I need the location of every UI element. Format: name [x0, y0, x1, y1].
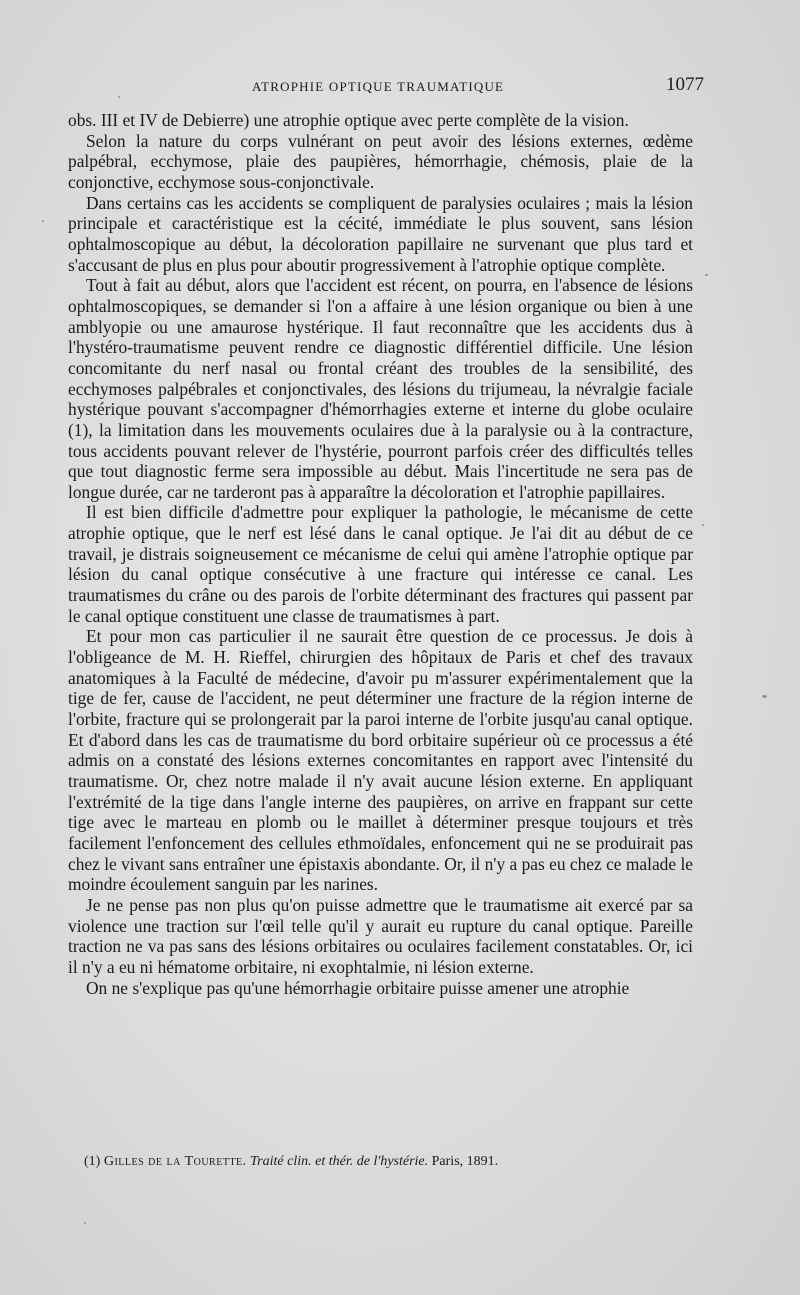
paragraph-rieffel: Et pour mon cas particulier il ne saurait être question de ce processus. Je dois à l'obligeance de M. H. Rieffel, chirurgien des hôpitaux de Paris et chef des travaux anatomiques à la Faculté de médecine, d'avoir pu m'assurer expérimentalement que la tige de fer, cause de l'accident, ne peut déterminer une fracture de la région interne de l'orbite, fracture qui se prolongerait par la paroi interne de l'orbite jusqu'au canal optique. Et d'abord dans les cas de traumatisme du bord orbitaire supérieur où ce processus a été admis on a constaté des lésions externes concomitantes en rapport avec l'intensité du traumatisme. Or, chez notre malade il n'y avait aucune lésion externe. En appliquant l'extrémité de la tige dans l'angle interne des paupières, on arrive en frappant sur cette tige avec le marteau en plomb ou le maillet à déterminer presque toujours et très facilement l'enfoncement des cellules ethmoïdales, enfoncement qui ne se produirait pas chez le vivant sans entraîner une épistaxis abondante. Or, il n'y a pas eu chez ce malade le moindre écoulement sanguin par les narines. — [68, 626, 693, 895]
footnote-title: Traité clin. et thér. de l'hystérie. — [250, 1154, 429, 1169]
footnote-marker: (1) — [84, 1154, 101, 1169]
body-text — [68, 110, 693, 998]
footnote — [84, 1153, 684, 1171]
footnote-place-year: Paris, 1891. — [431, 1154, 499, 1169]
footnote-author: Gilles de la Tourette. — [103, 1154, 247, 1169]
page-number: 1077 — [666, 74, 704, 95]
paragraph-traction: Je ne pense pas non plus qu'on puisse admettre que le traumatisme ait exercé par sa violence une traction sur l'œil telle qu'il y aurait eu rupture du canal optique. Pareille traction ne va pas sans des lésions orbitaires ou oculaires facilement constatables. Or, ici il n'y a eu ni hématome orbitaire, ni exophtalmie, ni lésion externe. — [68, 894, 693, 977]
paragraph-hemorrhagie: On ne s'explique pas qu'une hémorrhagie orbitaire puisse amener une atrophie — [86, 977, 630, 998]
paragraph-diagnostic: Tout à fait au début, alors que l'accident est récent, on pourra, en l'absence de lésions ophtalmoscopiques, se demander si l'on a affaire à une lésion organique ou bien à une amblyopie ou une amaurose hystérique. Il faut reconnaître que les accidents dus à l'hystéro-traumatisme peuvent rendre ce diagnostic différentiel difficile. Une lésion concomitante du nerf nasal ou frontal créant des troubles de la sensibilité, des ecchymoses palpébrales et conjonctivales, des lésions du trijumeau, la névralgie faciale hystérique pouvant s'accompagner d'hémorrhagies externe et interne du globe oculaire (1), la limitation dans les mouvements oculaires due à la paralysie ou à la contracture, tous accidents pouvant relever de l'hystérie, pourront parfois créer des difficultés telles que tout diagnostic ferme sera impossible au début. Mais l'incertitude ne sera pas de longue durée, car ne tarderont pas à apparaître la décoloration et l'atrophie papillaires. — [68, 275, 693, 502]
running-head: ATROPHIE OPTIQUE TRAUMATIQUE — [252, 79, 505, 94]
paragraph-pathologie: Il est bien difficile d'admettre pour expliquer la pathologie, le mécanisme de cette atrophie optique, que le nerf est lésé dans le canal optique. Je l'ai dit au début de ce travail, je distrais soigneusement ce mécanisme de celui qui amène l'atrophie optique par lésion du canal optique consécutive à une fracture qui intéresse ce canal. Les traumatismes du crâne ou des parois de l'orbite déterminant des fractures qui passent par le canal optique constituent une classe de traumatismes à part. — [68, 502, 693, 626]
page-header — [68, 74, 704, 102]
paragraph-continuation: obs. III et IV de Debierre) une atrophie optique avec perte complète de la vision. — [68, 110, 629, 130]
paragraph-external-lesions: Selon la nature du corps vulnérant on peut avoir des lésions externes, œdème palpébral, ecchymose, plaie des paupières, hémorrhagie, chémosis, plaie de la conjonctive, ecchymose sous-conjonctivale. — [68, 130, 693, 192]
paragraph-paralysies: Dans certains cas les accidents se compliquent de paralysies oculaires ; mais la lésion principale et caractéristique est la cécité, immédiate le plus souvent, sans lésion ophtalmoscopique au début, la décoloration papillaire ne survenant que plus tard et s'accusant de plus en plus pour aboutir progressivement à l'atrophie optique complète. — [68, 192, 693, 275]
